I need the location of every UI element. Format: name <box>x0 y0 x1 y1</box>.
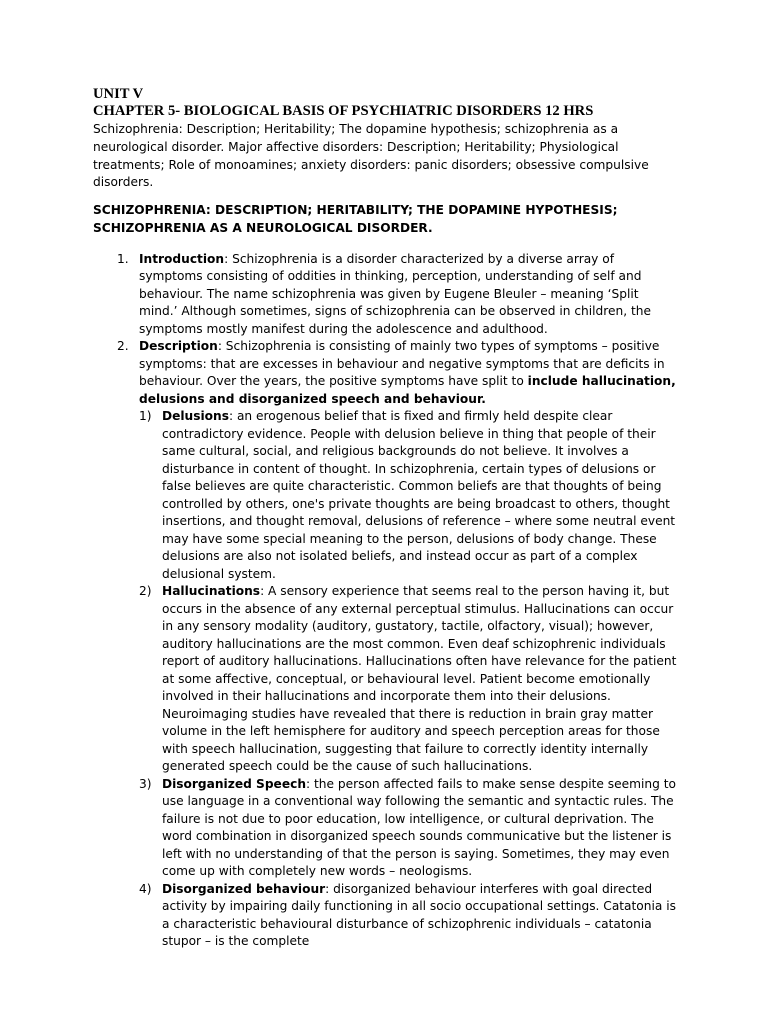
sub-text: : A sensory experience that seems real to the person having it, but occurs in the absence of any external perceptual stimulus. Hallucinations can occur in any sensory modality (auditory, gustatory, tactile, olfactory, visual); however, auditory hallucinations are the most common. Even deaf schizophrenic individuals report of auditory hallucinations. Hallucinations often have relevance for the patient at some affective, conceptual, or behavioural level. Patient become emotionally involved in their hallucinations and incorporate them into their delusions. Neuroimaging studies have revealed that there is reduction in brain gray matter volume in the left hemisphere for auditory and speech perception areas for those with speech hallucination, suggesting that failure to correctly identity internally generated speech could be the cause of such hallucinations. <box>162 584 677 774</box>
unit-heading: UNIT V <box>93 86 144 102</box>
item-text: : Schizophrenia is a disorder characterized by a diverse array of symptoms consisting of oddities in thinking, perception, understanding of self and behaviour. The name schizophrenia was given by Eugene Bleuler – meaning ‘Split mind.’ Although sometimes, signs of schizophrenia can be observed in children, the symptoms mostly manifest during the adolescence and adulthood. <box>139 251 651 336</box>
document-content <box>93 86 678 951</box>
sub-text: : the person affected fails to make sense despite seeming to use language in a conventional way following the semantic and syntactic rules. The failure is not due to poor education, low intelligence, or cultural deprivation. The word combination in disorganized speech sounds communicative but the listener is left with no understanding of that the person is saying. Sometimes, they may even come up with completely new words – neologisms. <box>162 776 676 879</box>
sub-number: 3) <box>139 776 152 791</box>
item-term: Introduction <box>139 251 225 266</box>
sub-text: : disorganized behaviour interferes with goal directed activity by impairing daily functioning in all socio occupational settings. Catatonia is a characteristic behavioural disturbance of schizophrenic individuals – catatonia stupor – is the complete <box>162 881 676 949</box>
chapter-heading: CHAPTER 5- BIOLOGICAL BASIS OF PSYCHIATRIC DISORDERS 12 HRS <box>93 103 594 119</box>
sub-item-disorganized-speech <box>139 776 678 881</box>
list-item-introduction <box>93 251 678 339</box>
sub-number: 4) <box>139 881 152 896</box>
item-text: : Schizophrenia is consisting of mainly two types of symptoms – positive symptoms: that are excesses in behaviour and negative symptoms that are deficits in behaviour. Over the years, the positive symptoms have split to <box>139 339 665 389</box>
sub-text: : an erogenous belief that is fixed and firmly held despite clear contradictory evidence. People with delusion believe in thing that people of their same cultural, social, and religious backgrounds do not believe. It involves a disturbance in content of thought. In schizophrenia, certain types of delusions or false believes are quite characteristic. Common beliefs are that thoughts of being controlled by others, one's private thoughts are being broadcast to others, thought insertions, and thought removal, delusions of reference – where some neutral event may have some special meaning to the person, delusions of body change. These delusions are also not isolated beliefs, and instead occur as part of a complex delusional system. <box>162 409 676 581</box>
chapter-intro: Schizophrenia: Description; Heritability; The dopamine hypothesis; schizophrenia as a neurological disorder. Major affective disorders: Description; Heritability; Physiological treatments; Role of monoamines; anxiety disorders: panic disorders; obsessive compulsive disorders. <box>93 122 649 190</box>
sub-term: Hallucinations <box>162 584 261 599</box>
item-bold-tail: include hallucination, delusions and disorganized speech and behaviour. <box>139 374 676 406</box>
sub-item-delusions <box>139 408 678 583</box>
sub-item-disorganized-behaviour <box>139 881 678 951</box>
list-item-description <box>93 338 678 951</box>
main-list <box>93 251 678 951</box>
sub-item-hallucinations <box>139 583 678 776</box>
sub-list <box>139 408 678 951</box>
item-term: Description <box>139 339 218 354</box>
sub-number: 2) <box>139 584 152 599</box>
sub-term: Disorganized behaviour <box>162 881 326 896</box>
sub-number: 1) <box>139 409 152 424</box>
sub-term: Delusions <box>162 409 229 424</box>
sub-term: Disorganized Speech <box>162 776 306 791</box>
list-number: 2. <box>117 339 129 354</box>
list-number: 1. <box>117 251 129 266</box>
section-title: SCHIZOPHRENIA: DESCRIPTION; HERITABILITY; THE DOPAMINE HYPOTHESIS; SCHIZOPHRENIA AS A NEUROLOGICAL DISORDER. <box>93 203 618 235</box>
